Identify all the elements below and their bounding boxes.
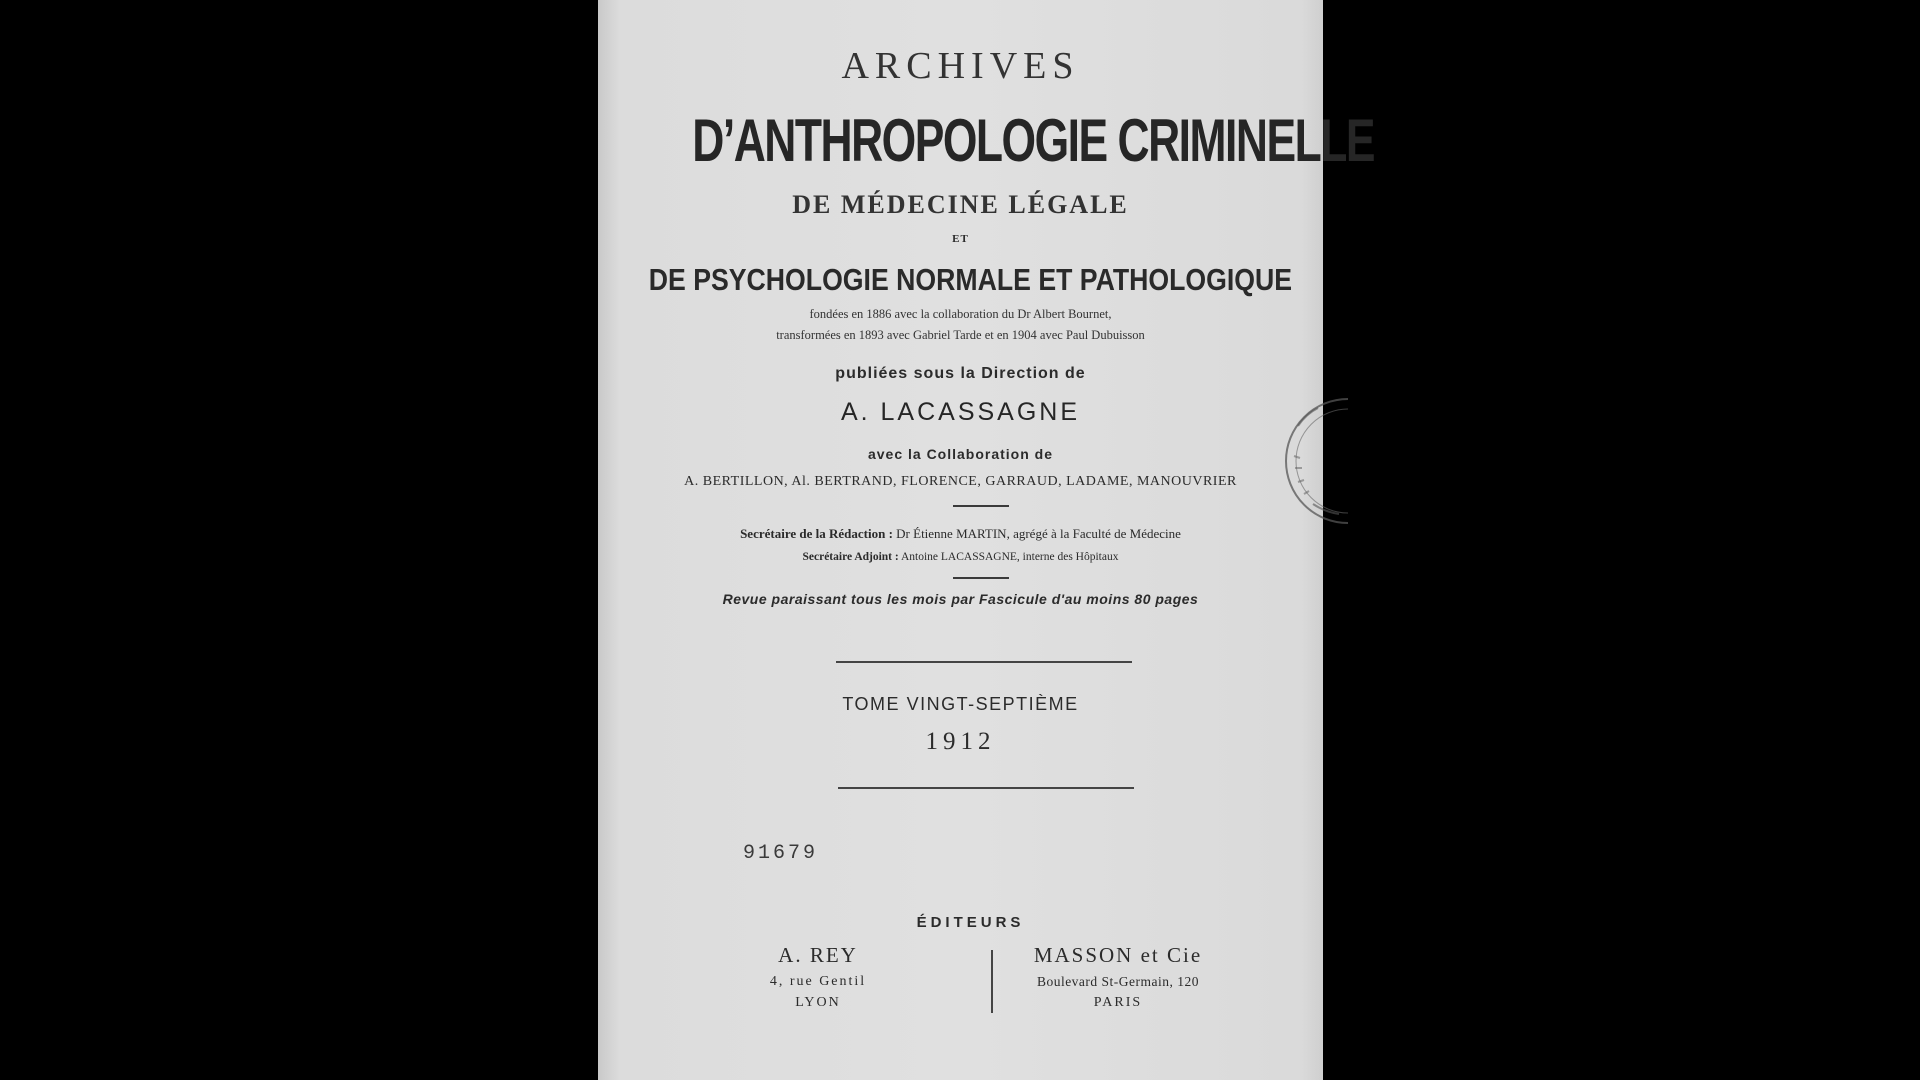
published-under-label: publiées sous la Direction de	[835, 365, 1086, 382]
publisher-right-city: PARIS	[1093, 995, 1143, 1010]
frequency-note: Revue paraissant tous les mois par Fascicule d'au moins 80 pages	[722, 591, 1199, 607]
separator-rule-long	[836, 661, 1132, 663]
separator-rule-long	[838, 787, 1134, 789]
publishers-heading: ÉDITEURS	[916, 914, 1025, 931]
director-name: A. LACASSAGNE	[840, 398, 1081, 426]
assistant-value: Antoine LACASSAGNE, interne des Hôpitaux	[900, 551, 1119, 563]
assistant-line	[598, 551, 1323, 563]
collaboration-label: avec la Collaboration de	[867, 446, 1054, 462]
publisher-right-name: MASSON et Cie	[1033, 943, 1203, 967]
subtitle-medecine: DE MÉDECINE LÉGALE	[792, 190, 1129, 219]
catalog-number: 91679	[743, 842, 819, 865]
publisher-left	[718, 943, 918, 1011]
publisher-left-address: 4, rue Gentil	[769, 974, 867, 989]
assistant-label: Secrétaire Adjoint :	[802, 551, 899, 563]
separator-rule	[953, 577, 1009, 579]
founding-line-1: fondées en 1886 avec la collaboration du Dr Albert Bournet,	[809, 307, 1112, 321]
title-page	[598, 0, 1375, 1080]
publisher-right	[998, 943, 1238, 1011]
secretary-label: Secrétaire de la Rédaction :	[740, 526, 893, 541]
subtitle-psychologie: DE PSYCHOLOGIE NORMALE ET PATHOLOGIQUE	[648, 262, 1293, 297]
volume-label: TOME VINGT-SEPTIÈME	[842, 694, 1079, 714]
publisher-right-address: Boulevard St-Germain, 120	[1036, 974, 1200, 989]
series-title: ARCHIVES	[841, 45, 1080, 87]
conjunction-et: ET	[952, 233, 969, 245]
publisher-left-city: LYON	[795, 995, 841, 1010]
collaborators-list: A. BERTILLON, Al. BERTRAND, FLORENCE, GARRAUD, LADAME, MANOUVRIER	[684, 474, 1237, 489]
secretary-value: Dr Étienne MARTIN, agrégé à la Faculté de Médecine	[896, 526, 1181, 541]
secretary-line	[598, 526, 1323, 542]
main-title: D’ANTHROPOLOGIE CRIMINELLE	[692, 107, 1375, 174]
separator-rule	[953, 505, 1009, 507]
publisher-left-name: A. REY	[778, 943, 858, 967]
volume-year: 1912	[925, 728, 996, 755]
founding-line-2: transformées en 1893 avec Gabriel Tarde et en 1904 avec Paul Dubuisson	[776, 328, 1145, 342]
publisher-divider	[991, 950, 993, 1013]
